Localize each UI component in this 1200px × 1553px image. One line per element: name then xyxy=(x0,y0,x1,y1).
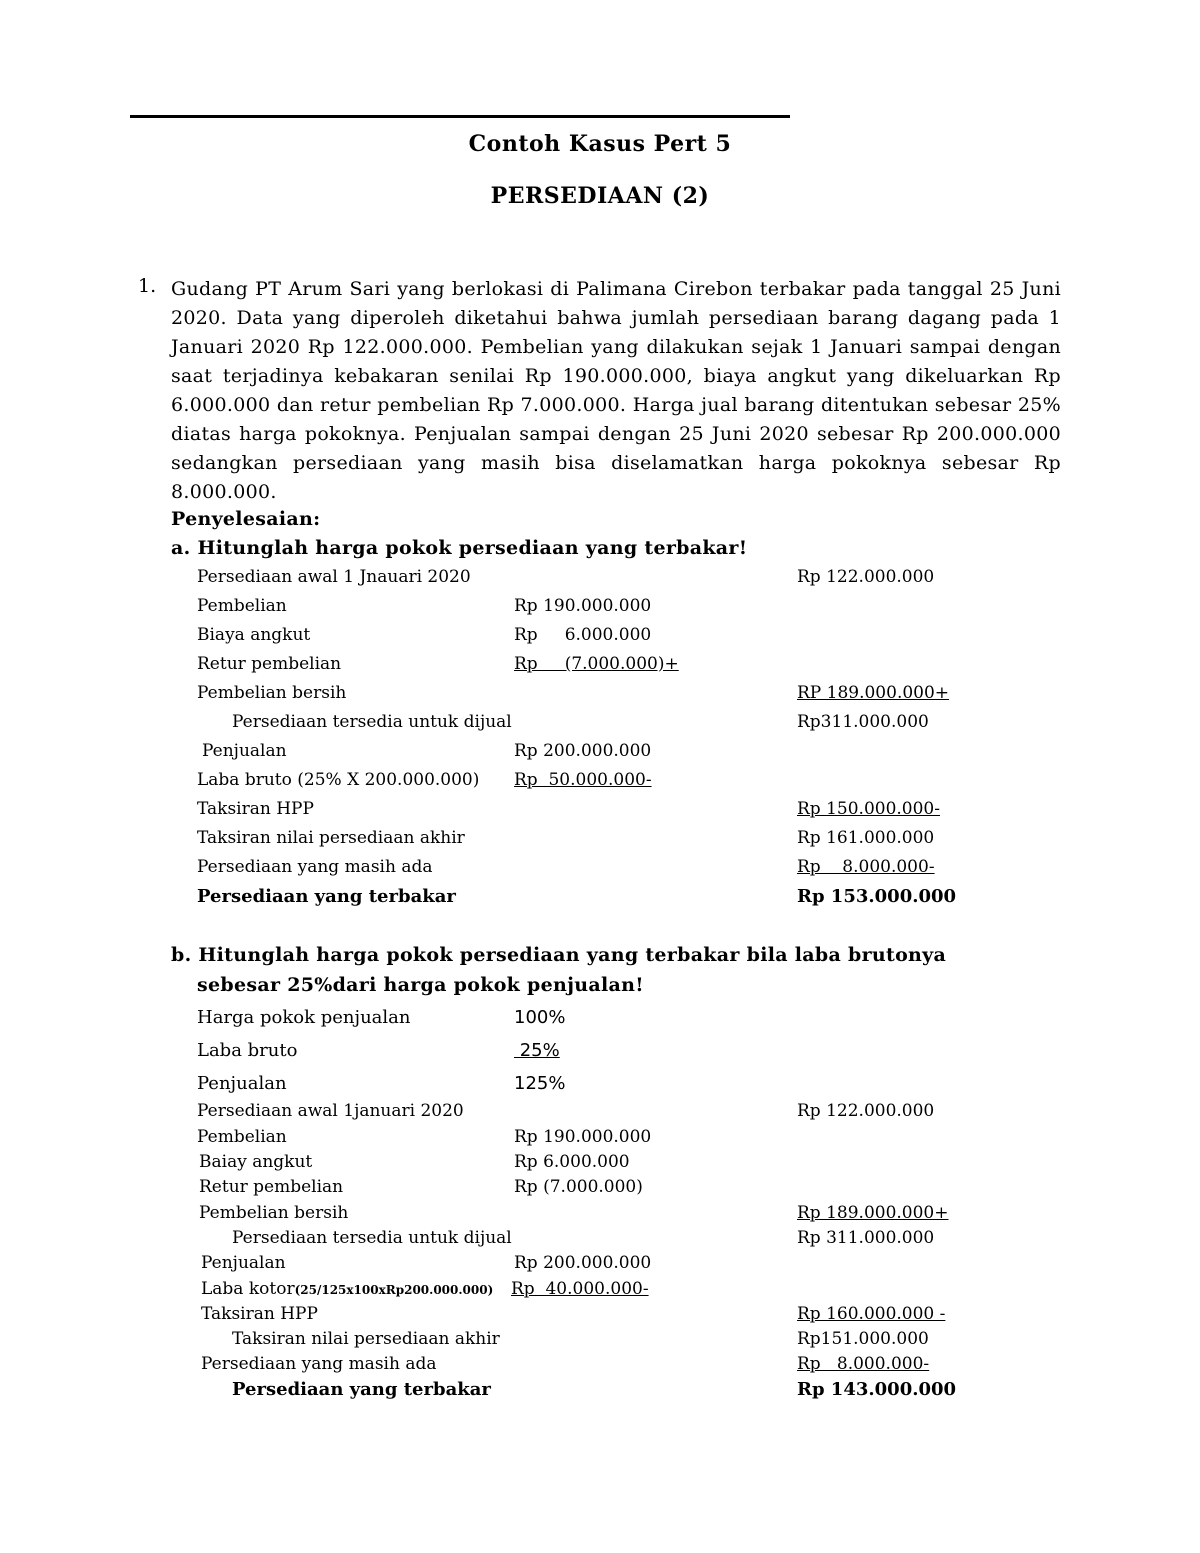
laba-kotor-label: Laba kotor xyxy=(201,1279,295,1299)
part-a-right: Rp 150.000.000- xyxy=(797,799,940,819)
part-b-label: Retur pembelian xyxy=(199,1177,344,1197)
part-b-mid: Rp 200.000.000 xyxy=(514,1253,652,1273)
part-b-heading-line2: sebesar 25%dari harga pokok penjualan! xyxy=(197,974,644,996)
part-a-right: Rp 161.000.000 xyxy=(797,828,935,848)
part-b-label: Taksiran HPP xyxy=(201,1304,318,1324)
part-b-label: Persediaan yang masih ada xyxy=(201,1354,437,1374)
part-a-label: Retur pembelian xyxy=(197,654,342,674)
ratio-value: 25% xyxy=(514,1040,560,1061)
part-a-mid: Rp 50.000.000- xyxy=(514,770,652,790)
page-subtitle: PERSEDIAAN (2) xyxy=(490,183,710,209)
part-a-result-value: Rp 153.000.000 xyxy=(797,886,957,907)
part-b-label: Baiay angkut xyxy=(199,1152,313,1172)
part-a-label: Laba bruto (25% X 200.000.000) xyxy=(197,770,480,790)
part-a-mid: Rp 6.000.000 xyxy=(514,625,652,645)
part-a-right: RP 189.000.000+ xyxy=(797,683,950,703)
part-b-heading-line1: b. Hitunglah harga pokok persediaan yang terbakar bila laba brutonya xyxy=(171,944,947,966)
part-a-label: Pembelian xyxy=(197,596,287,616)
part-a-label: Penjualan xyxy=(202,741,287,761)
part-b-result-value: Rp 143.000.000 xyxy=(797,1379,957,1400)
part-b-right: Rp 311.000.000 xyxy=(797,1228,935,1248)
ratio-label: Laba bruto xyxy=(197,1040,298,1061)
part-a-label: Taksiran nilai persediaan akhir xyxy=(197,828,465,848)
part-b-label: Taksiran nilai persediaan akhir xyxy=(232,1329,500,1349)
part-b-result-label: Persediaan yang terbakar xyxy=(232,1379,491,1400)
part-a-label: Persediaan tersedia untuk dijual xyxy=(232,712,512,732)
part-a-right: Rp311.000.000 xyxy=(797,712,929,732)
ratio-value: 100% xyxy=(514,1007,566,1028)
part-b-label: Persediaan awal 1januari 2020 xyxy=(197,1101,464,1121)
problem-text: Gudang PT Arum Sari yang berlokasi di Palimana Cirebon terbakar pada tanggal 25 Juni 2020. Data yang diperoleh diketahui bahwa jumlah persediaan barang dagang pada 1 Januari 2020 Rp 122.000.000. Pembelian yang dilakukan sejak 1 Januari sampai dengan saat terjadinya kebakaran senilai Rp 190.000.000, biaya angkut yang dikeluarkan Rp 6.000.000 dan retur pembelian Rp 7.000.000. Harga jual barang ditentukan sebesar 25% diatas harga pokoknya. Penjualan sampai dengan 25 Juni 2020 sebesar Rp 200.000.000 sedangkan persediaan yang masih bisa diselamatkan harga pokoknya sebesar Rp 8.000.000. xyxy=(171,278,1061,503)
part-a-mid: Rp 190.000.000 xyxy=(514,596,652,616)
part-a-label: Persediaan yang masih ada xyxy=(197,857,433,877)
problem-number: 1. xyxy=(138,275,157,297)
part-b-right: Rp 189.000.000+ xyxy=(797,1203,949,1223)
part-b-right: Rp 8.000.000- xyxy=(797,1354,930,1374)
part-a-right: Rp 122.000.000 xyxy=(797,567,935,587)
page-title: Contoh Kasus Pert 5 xyxy=(468,131,732,157)
solution-label: Penyelesaian: xyxy=(171,508,321,530)
part-a-result-label: Persediaan yang terbakar xyxy=(197,886,456,907)
part-a-label: Biaya angkut xyxy=(197,625,311,645)
part-b-right: Rp151.000.000 xyxy=(797,1329,929,1349)
part-b-label: Persediaan tersedia untuk dijual xyxy=(232,1228,512,1248)
part-b-label: Pembelian bersih xyxy=(199,1203,349,1223)
part-b-right: Rp 122.000.000 xyxy=(797,1101,935,1121)
part-b-label xyxy=(201,1279,493,1299)
ratio-label: Harga pokok penjualan xyxy=(197,1007,411,1028)
part-b-mid: Rp 40.000.000- xyxy=(511,1279,649,1299)
part-a-mid: Rp 200.000.000 xyxy=(514,741,652,761)
top-horizontal-rule xyxy=(130,115,790,118)
part-b-mid: Rp 6.000.000 xyxy=(514,1152,630,1172)
ratio-label: Penjualan xyxy=(197,1073,287,1094)
part-a-mid: Rp (7.000.000)+ xyxy=(514,654,679,674)
ratio-value: 125% xyxy=(514,1073,566,1094)
laba-kotor-formula: (25/125x100xRp200.000.000) xyxy=(294,1283,494,1297)
part-b-label: Pembelian xyxy=(197,1127,287,1147)
part-b-mid: Rp (7.000.000) xyxy=(514,1177,643,1197)
part-a-label: Persediaan awal 1 Jnauari 2020 xyxy=(197,567,471,587)
part-a-right: Rp 8.000.000- xyxy=(797,857,935,877)
part-b-label: Penjualan xyxy=(201,1253,286,1273)
part-a-heading: a. Hitunglah harga pokok persediaan yang terbakar! xyxy=(171,537,748,559)
part-b-mid: Rp 190.000.000 xyxy=(514,1127,652,1147)
part-a-label: Pembelian bersih xyxy=(197,683,347,703)
part-b-right: Rp 160.000.000 - xyxy=(797,1304,946,1324)
part-a-label: Taksiran HPP xyxy=(197,799,314,819)
